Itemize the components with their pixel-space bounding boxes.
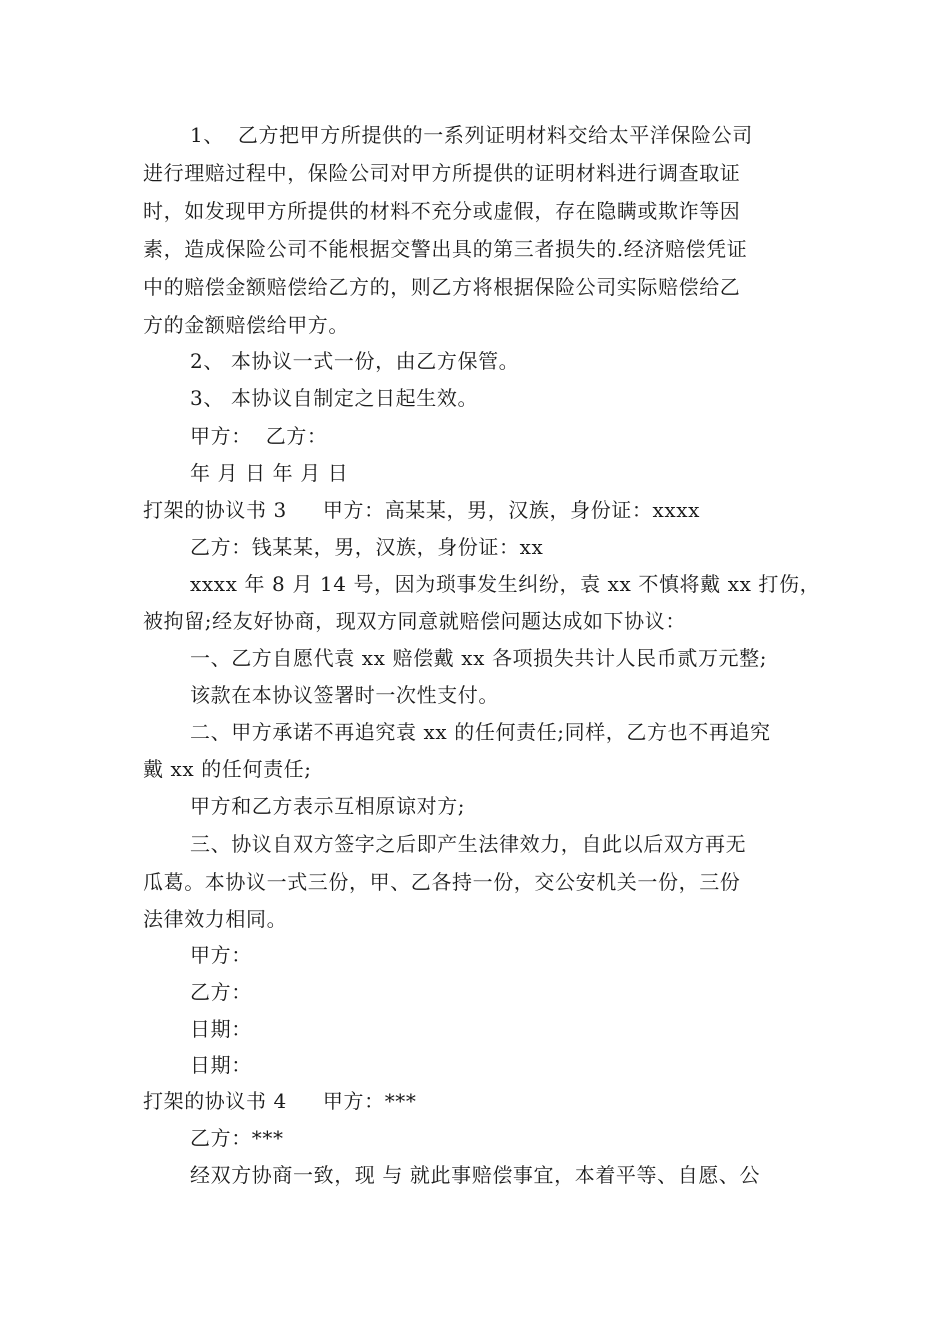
text-line: 日期：	[190, 1017, 252, 1041]
text-line: 3、 本协议自制定之日起生效。	[190, 386, 479, 410]
text-line: 时，如发现甲方所提供的材料不充分或虚假，存在隐瞒或欺诈等因	[143, 199, 741, 223]
text-line: 被拘留;经友好协商，现双方同意就赔偿问题达成如下协议：	[143, 609, 686, 633]
text-line: 2、 本协议一式一份，由乙方保管。	[190, 349, 520, 373]
text-line: 乙方：钱某某，男，汉族，身份证：xx	[190, 535, 544, 559]
text-line: 中的赔偿金额赔偿给乙方的，则乙方将根据保险公司实际赔偿给乙	[143, 275, 741, 299]
text-line: 素，造成保险公司不能根据交警出具的第三者损失的.经济赔偿凭证	[143, 237, 748, 261]
text-line: 二、甲方承诺不再追究袁 xx 的任何责任;同样，乙方也不再追究	[190, 720, 771, 744]
text-line: 方的金额赔偿给甲方。	[143, 313, 349, 337]
text-line: 进行理赔过程中，保险公司对甲方所提供的证明材料进行调查取证	[143, 161, 741, 185]
agreement-title-3: 打架的协议书 3	[143, 498, 287, 522]
text-line: 甲方：	[190, 943, 252, 967]
text-line: 戴 xx 的任何责任;	[143, 757, 312, 781]
text-line: 乙方：***	[190, 1126, 284, 1150]
text-line: 乙方：	[190, 980, 252, 1004]
text-line: 法律效力相同。	[143, 907, 288, 931]
text-line: xxxx 年 8 月 14 号，因为琐事发生纠纷，袁 xx 不慎将戴 xx 打伤，	[190, 572, 821, 596]
text-line: 一、乙方自愿代袁 xx 赔偿戴 xx 各项损失共计人民币贰万元整;	[190, 646, 768, 670]
agreement-title-4: 打架的协议书 4	[143, 1089, 287, 1113]
party-a-line-3: 甲方：高某某，男，汉族，身份证：xxxx	[322, 498, 701, 522]
agreement-heading-3	[143, 496, 700, 524]
text-line: 甲方： 乙方：	[190, 424, 328, 448]
agreement-heading-4	[143, 1087, 417, 1115]
text-line: 该款在本协议签署时一次性支付。	[190, 683, 499, 707]
text-line: 年 月 日 年 月 日	[190, 461, 349, 485]
text-line: 日期：	[190, 1053, 252, 1077]
text-line: 三、协议自双方签字之后即产生法律效力，自此以后双方再无	[190, 832, 747, 856]
text-line: 瓜葛。本协议一式三份，甲、乙各持一份，交公安机关一份，三份	[143, 870, 741, 894]
text-line: 甲方和乙方表示互相原谅对方;	[190, 794, 466, 818]
text-line: 1、 乙方把甲方所提供的一系列证明材料交给太平洋保险公司	[190, 123, 753, 147]
party-a-line-4: 甲方：***	[322, 1089, 417, 1113]
text-line: 经双方协商一致，现 与 就此事赔偿事宜，本着平等、自愿、公	[190, 1163, 761, 1187]
